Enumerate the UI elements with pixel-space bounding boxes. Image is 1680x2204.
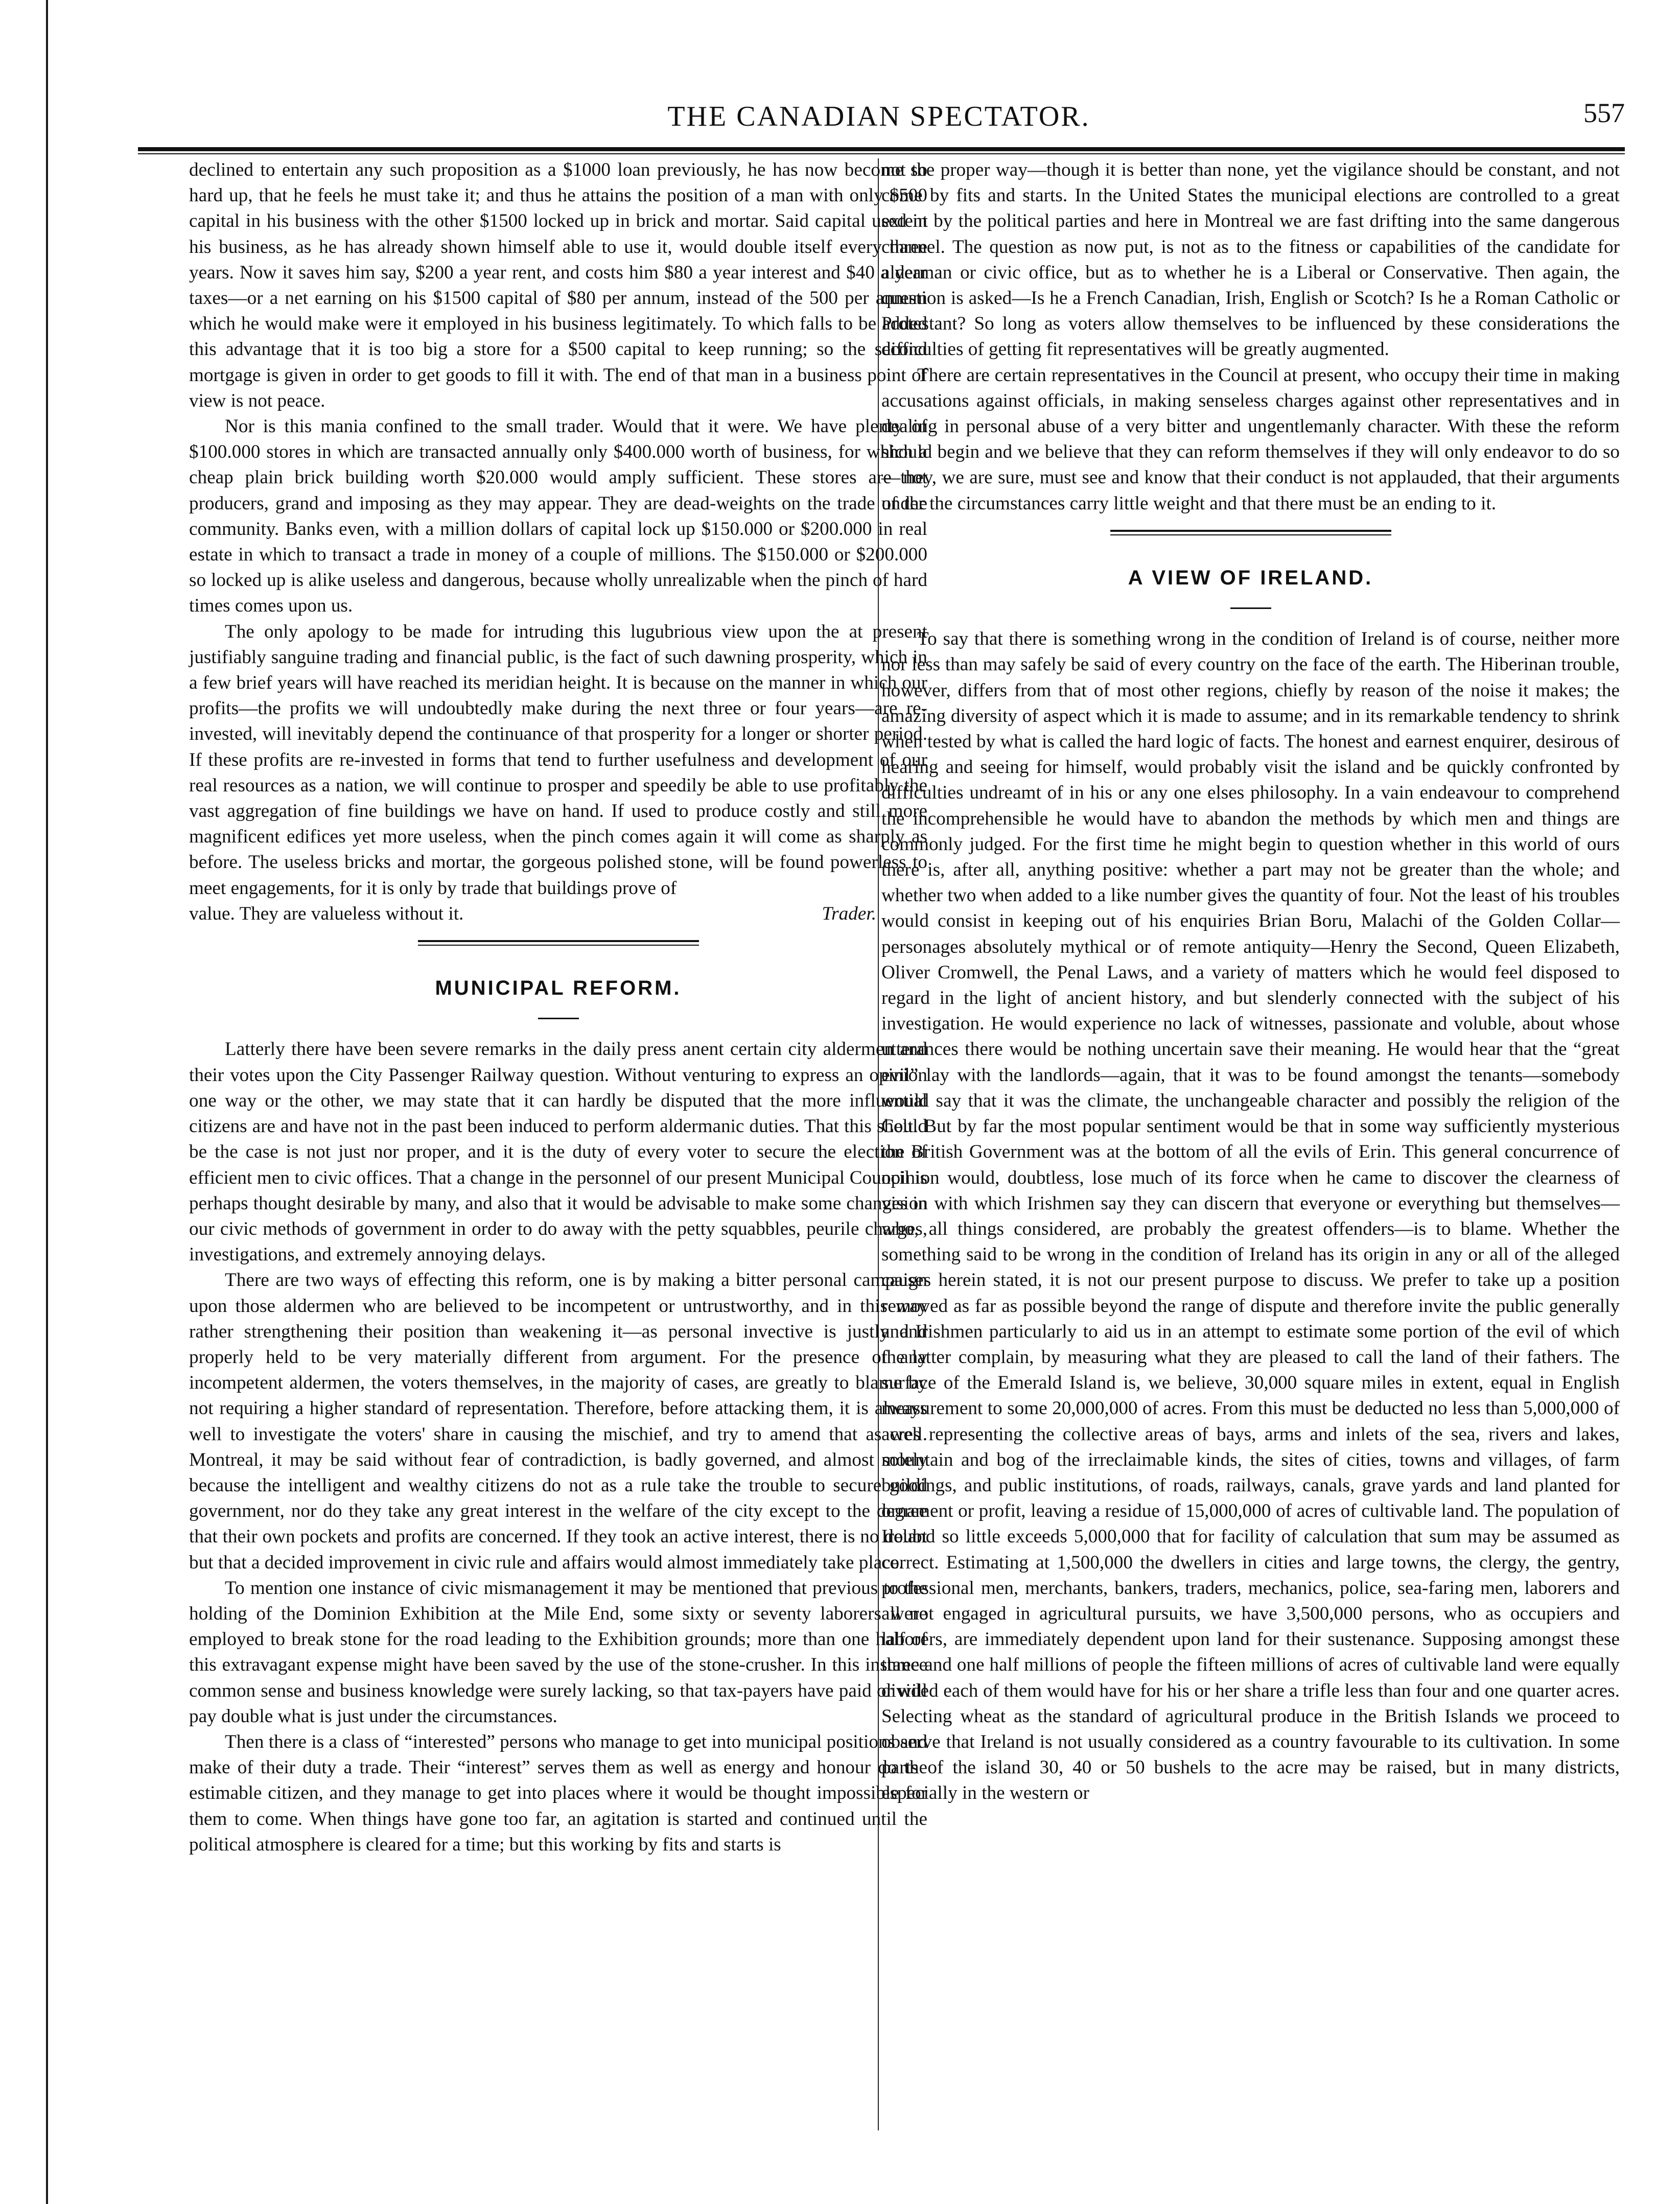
header-rule-thin	[138, 153, 1625, 154]
heading-rule	[1230, 607, 1271, 609]
closing-line	[189, 901, 927, 927]
paragraph: There are two ways of effecting this reform, one is by making a bitter personal campaign upon those aldermen who are believed to be incompetent or untrustworthy, and in this way rather strengthening their position than weakening it—as personal invective is justly and properly held to be very materially different from argument. For the presence of any incompetent aldermen, the voters themselves, in the majority of cases, are greatly to blame by not requiring a higher standard of representation. Therefore, before attacking them, it is always well to investigate the voters' share in causing the mischief, and try to amend that as well. Montreal, it may be said without fear of contradiction, is badly governed, and almost solely because the intelligent and wealthy citizens do not as a rule take the trouble to secure good government, nor do they take any great interest in the welfare of the city except to the degree that their own pockets and profits are concerned. If they took an active interest, there is no doubt but that a decided improvement in civic rule and affairs would almost immediately take place.	[189, 1270, 927, 1573]
municipal-reform-article	[189, 975, 927, 1858]
heading-rule	[538, 1018, 579, 1019]
page-number: 557	[1583, 98, 1625, 128]
paragraph: There are certain representatives in the Council at present, who occupy their time in making accusations against officials, in making senseless charges against other representatives and in dealing in personal abuse of a very bitter and ungentlemanly character. With these the reform should begin and we believe that they can reform themselves if they will only endeavor to do so—they, we are sure, must see and know that their conduct is not applauded, that their arguments under the circumstances carry little weight and that there must be an ending to it.	[881, 364, 1620, 514]
paragraph: Then there is a class of “interested” persons who manage to get into municipal positions and make of their duty a trade. Their “interest” serves them as well as energy and honour do the estimable citizen, and they manage to get into places where it would be thought impossible for them to come. When things have gone too far, an agitation is started and continued until the political atmosphere is cleared for a time; but this working by fits and starts is	[189, 1731, 927, 1855]
paragraph: not the proper way—though it is better than none, yet the vigilance should be constant, and not come by fits and starts. In the United States the municipal elections are controlled to a great extent by the political parties and here in Montreal we are fast drifting into the same dangerous channel. The question as now put, is not as to the fitness or capabilities of the candidate for alderman or civic office, but as to whether he is a Liberal or Conservative. Then again, the question is asked—Is he a French Canadian, Irish, English or Scotch? Is he a Roman Catholic or Protestant? So long as voters allow themselves to be influenced by these considerations the difficulties of getting fit representatives will be greatly augmented.	[881, 159, 1620, 360]
article-heading: A VIEW OF IRELAND.	[1128, 566, 1373, 589]
page-margin-line	[46, 0, 48, 2204]
author-signature: Trader.	[822, 903, 876, 924]
running-head	[133, 86, 1625, 142]
header-rule-thick	[138, 147, 1625, 151]
section-separator	[418, 940, 699, 946]
paragraph: Nor is this mania confined to the small trader. Would that it were. We have plenty of $100.000 stores in which are transacted annually only $400.000 worth of business, for which a cheap plain brick building worth $20.000 would amply sufficient. These stores are not producers, grand and imposing as they may appear. They are dead-weights on the trade of the community. Banks even, with a million dollars of capital lock up $150.000 or $200.000 in real estate in which to transact a trade in money of a couple of millions. The $150.000 or $200.000 so locked up is alike useless and dangerous, because wholly unrealizable when the pinch of hard times comes upon us.	[189, 416, 927, 617]
ireland-article	[881, 565, 1620, 1807]
paragraph: Latterly there have been severe remarks in the daily press anent certain city aldermen and their votes upon the City Passenger Railway question. Without venturing to express an opinion one way or the other, we may state that it can hardly be disputed that the more influential citizens are and have not in the past been induced to perform aldermanic duties. That this should be the case is not just nor proper, and it is the duty of every voter to secure the election of efficient men to civic offices. That a change in the personnel of our present Municipal Council is perhaps thought desirable by many, and also that it would be advisable to make some changes in our civic methods of government in order to do away with the petty squabbles, peurile charges, investigations, and extremely annoying delays.	[189, 1039, 927, 1265]
right-column	[881, 157, 1620, 1807]
closing-text: value. They are valueless without it.	[189, 903, 464, 924]
paragraph: declined to entertain any such proposition as a $1000 loan previously, he has now become so hard up, that he feels he must take it; and thus he attains the position of a man with only $500 capital in his business with the other $1500 locked up in brick and mortar. Said capital used in his business, as he has already shown himself able to use it, would double itself every three years. Now it saves him say, $200 a year rent, and costs him $80 a year interest and $40 a year taxes—or a net earning on his $1500 capital of $80 per annum, instead of the 500 per annum which he would make were it employed in his business legitimately. To which falls to be added this advantage that it is too big a store for a $500 capital to keep running; so the second mortgage is given in order to get goods to fill it with. The end of that man in a business point of view is not peace.	[189, 159, 927, 411]
section-separator	[1110, 530, 1391, 535]
left-column	[189, 157, 927, 1858]
paragraph: To say that there is something wrong in the condition of Ireland is of course, neither more nor less than may safely be said of every country on the face of the earth. The Hiberinan trouble, however, differs from that of most other regions, chiefly by reason of the noise it makes; the amazing diversity of aspect which it is made to assume; and in its remarkable tendency to shrink when tested by what is called the hard logic of facts. The honest and earnest enquirer, desirous of hearing and seeing for himself, would probably visit the island and be quickly confronted by difficulties undreamt of in his or any one elses philosophy. In a vain endeavour to comprehend the incomprehensible he would have to abandon the methods by which men and things are commonly judged. For the first time he might begin to question whether in this world of ours there is, after all, anything positive: whether a part may not be greater than the whole; and whether two when added to a like number gives the quantity of four. Not the least of his troubles would consist in keeping out of his enquiries Brian Boru, Malachi of the Golden Collar—personages absolutely mythical or of remote antiquity—Henry the Second, Queen Elizabeth, Oliver Cromwell, the Penal Laws, and a variety of matters which he would feel disposed to regard in the light of ancient history, and but slenderly connected with the subject of his investigation. He would experience no lack of witnesses, passionate and voluble, about whose utterances there would be nothing uncertain save their meaning. He would hear that the “great evil” lay with the landlords—again, that it was to be found amongst the tenants—somebody would say that it was the climate, the unchangeable character and possibly the religion of the Celt. But by far the most popular sentiment would be that in some way sufficiently mysterious the British Government was at the bottom of all the evils of Erin. This general concurrence of opinion would, doubtless, lose much of its force when he came to discover the clearness of vision with which Irishmen say they can discern that everyone or everything but themselves—who, all things considered, are probably the greatest offenders—is to blame. Whether the something said to be wrong in the condition of Ireland has its origin in any or all of the alleged causes herein stated, it is not our present purpose to discuss. We prefer to take up a position removed as far as possible beyond the range of dispute and therefore invite the public generally and Irishmen particularly to aid us in an attempt to estimate some portion of the evil of which the latter complain, by measuring what they are pleased to call the land of their fathers. The surface of the Emerald Island is, we believe, 30,000 square miles in extent, equal in English measurement to some 20,000,000 of acres. From this must be deducted no less than 5,000,000 of acres representing the collective areas of bays, arms and inlets of the sea, rivers and lakes, mountain and bog of the irreclaimable kinds, the sites of cities, towns and villages, of farm buildings, and public institutions, of roads, railways, canals, grave yards and land planted for ornament or profit, leaving a residue of 15,000,000 of acres of cultivable land. The population of Ireland so little exceeds 5,000,000 that for facility of calculation that sum may be assumed as correct. Estimating at 1,500,000 the dwellers in cities and large towns, the clergy, the gentry, professional men, merchants, bankers, traders, mechanics, police, sea-faring men, laborers and all not engaged in agricultural pursuits, we have 3,500,000 persons, who as occupiers and laborers, are immediately dependent upon land for their sustenance. Supposing amongst these three and one half millions of people the fifteen millions of acres of cultivable land were equally divided each of them would have for his or her share a trifle less than four and one quarter acres. Selecting wheat as the standard of agricultural produce in the British Islands we proceed to observe that Ireland is not usually considered as a country favourable to its cultivation. In some parts of the island 30, 40 or 50 bushels to the acre may be raised, but in many districts, especially in the western or	[881, 628, 1620, 1804]
paragraph: The only apology to be made for intruding this lugubrious view upon the at present justifiably sanguine trading and financial public, is the fact of such dawning prosperity, which in a few brief years will have reached its meridian height. It is because on the manner in which our profits—the profits we will undoubtedly make during the next three or four years—are re-invested, will inevitably depend the continuance of that prosperity for a longer or shorter period. If these profits are re-invested in forms that tend to further usefulness and development of our real resources as a nation, we will continue to prosper and speedily be able to use profitably the vast aggregation of fine buildings we have on hand. If used to produce costly and still more magnificent edifices yet more useless, when the pinch comes again it will come as sharply as before. The useless bricks and mortar, the gorgeous polished stone, will be found powerless to meet engagements, for it is only by trade that buildings prove of	[189, 621, 927, 899]
paragraph: To mention one instance of civic mismanagement it may be mentioned that previous to the holding of the Dominion Exhibition at the Mile End, some sixty or seventy laborers were employed to break stone for the road leading to the Exhibition grounds; more than one half of this extravagant expense might have been saved by the use of the stone-crusher. In this instance common sense and business knowledge were surely lacking, so that tax-payers have paid or will pay double what is just under the circumstances.	[189, 1577, 927, 1727]
municipal-reform-continued	[881, 157, 1620, 517]
journal-title: THE CANADIAN SPECTATOR.	[667, 101, 1090, 132]
trader-article	[189, 157, 927, 927]
article-heading: MUNICIPAL REFORM.	[435, 977, 682, 1000]
